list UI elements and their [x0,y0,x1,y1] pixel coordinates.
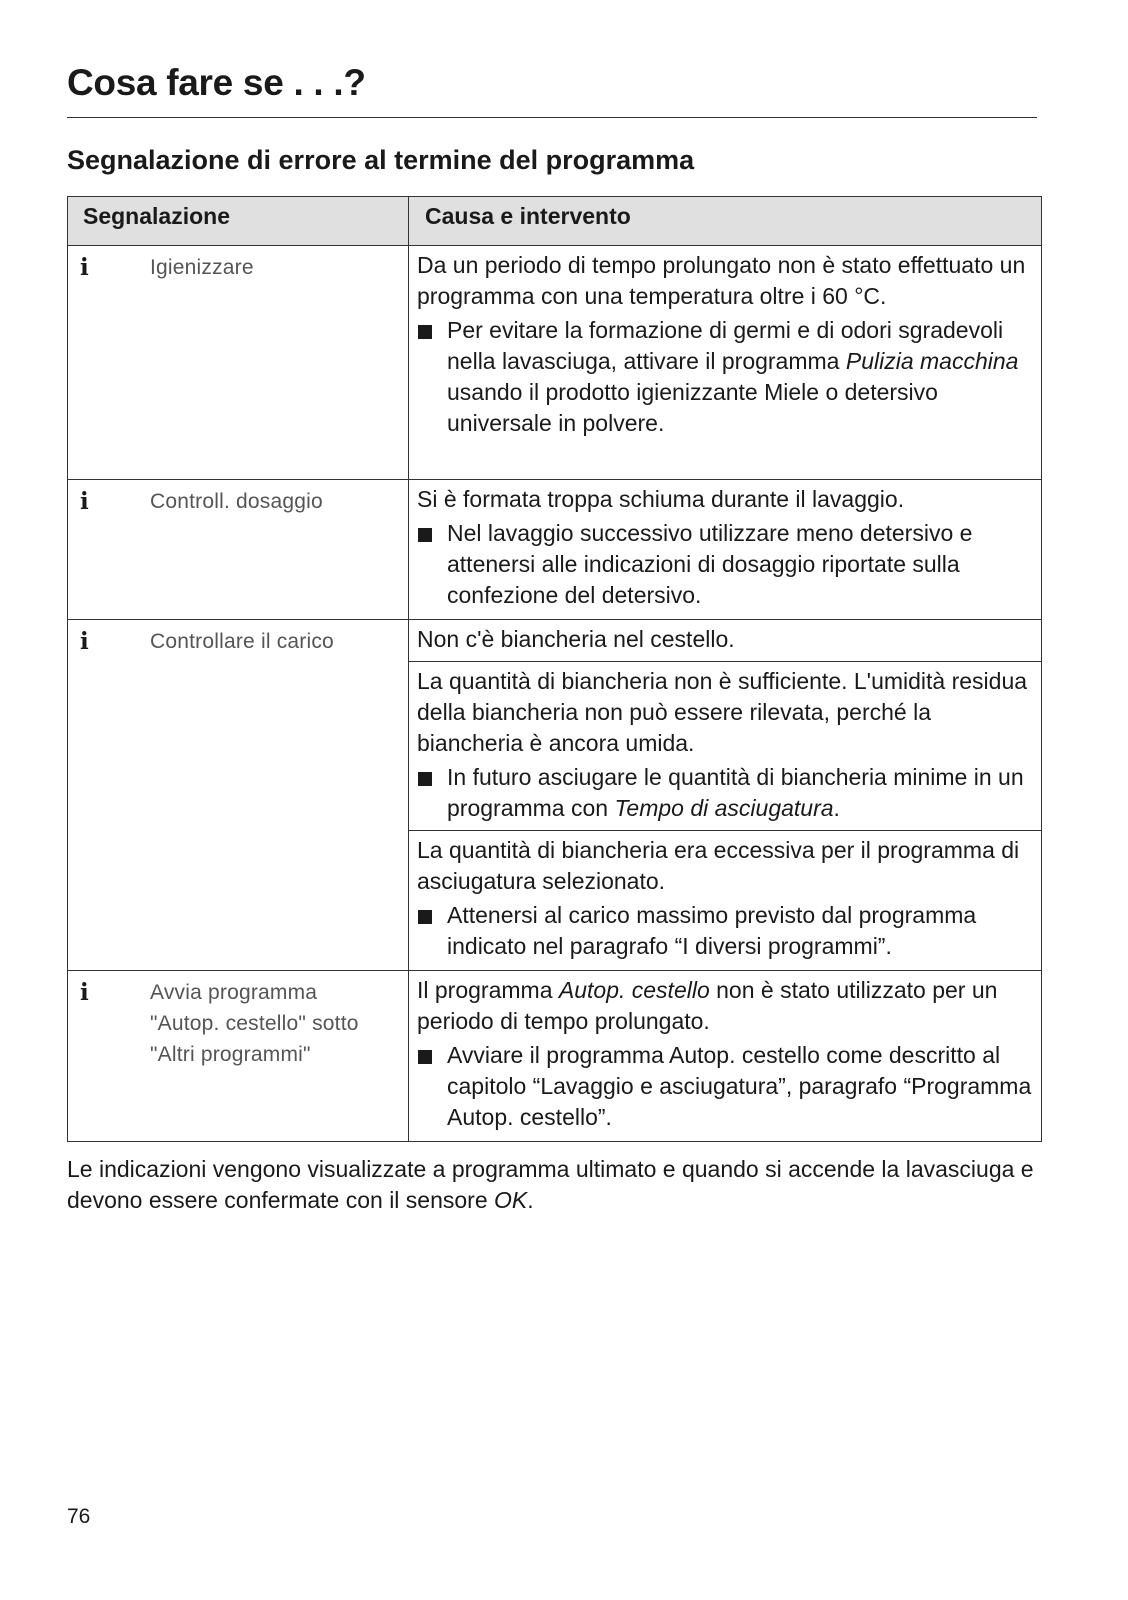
section-title: Segnalazione di errore al termine del programma [67,145,695,175]
info-icon: i [80,488,89,515]
title-divider [67,117,1037,118]
cause-cell [409,620,1042,662]
table-row [68,246,1042,480]
display-message: Controll. dosaggio [150,490,323,513]
footnote-text: Le indicazioni vengono visualizzate a programma ultimato e quando si accende la lavasciuga e devono essere confermate con il sensore [67,1156,1034,1213]
sensor-name: OK [494,1187,528,1213]
page-number: 76 [67,1505,91,1528]
cause-cell [409,971,1042,1142]
bullet-square-icon [417,315,447,439]
action-text: . [833,795,840,821]
column-header: Segnalazione [68,197,409,246]
table-row [68,620,1042,662]
bullet-square-icon [417,900,447,962]
action-item [417,1040,1033,1133]
cause-cell [409,831,1042,971]
program-name: Autop. cestello [558,977,710,1003]
action-item [417,900,1033,962]
signal-cell [68,480,409,620]
display-message: Avvia programma "Autop. cestello" sotto "Altri programmi" [150,981,359,1066]
action-item [417,762,1033,824]
action-item [417,315,1033,439]
table-header-row [68,197,1042,246]
signal-cell [68,246,409,480]
program-name: Pulizia macchina [845,348,1019,374]
action-text: Nel lavaggio successivo utilizzare meno detersivo e attenersi alle indicazioni di dosaggio riportate sulla confezione del detersivo. [447,520,973,608]
page-title: Cosa fare se . . .? [67,62,366,103]
program-name: Tempo di asciugatura [614,795,834,821]
action-text: usando il prodotto igienizzante Miele o detersivo universale in polvere. [447,379,938,436]
cause-text: La quantità di biancheria non è sufficiente. L'umidità residua della biancheria non può essere rilevata, perché la biancheria è ancora umida. [417,668,1028,756]
cause-text: Da un periodo di tempo prolungato non è stato effettuato un programma con una temperatura oltre i 60 °C. [417,252,1026,309]
cause-cell [409,246,1042,480]
cause-cell [409,480,1042,620]
bullet-square-icon [417,518,447,611]
signal-cell [68,971,409,1142]
action-text: Avviare il programma Autop. cestello come descritto al capitolo “Lavaggio e asciugatura”, paragrafo “Programma Autop. cestello”. [447,1042,1032,1130]
action-text: In futuro asciugare le quantità di biancheria minime in un programma con [447,764,1024,821]
error-table [67,196,1042,1142]
cause-text: La quantità di biancheria era eccessiva per il programma di asciugatura selezionato. [417,837,1020,894]
signal-cell [68,620,409,971]
bullet-square-icon [417,762,447,824]
action-text: Per evitare la formazione di germi e di odori sgradevoli nella lavasciuga, attivare il programma [447,317,1004,374]
cause-text [417,975,1033,1037]
cause-text-part: non è stato utilizzato per un periodo di tempo prolungato. [417,977,998,1034]
cause-text-part: Il programma [417,977,559,1003]
display-message: Controllare il carico [150,630,334,653]
table-row [68,480,1042,620]
action-text: Attenersi al carico massimo previsto dal programma indicato nel paragrafo “I diversi programmi”. [447,902,977,959]
info-icon: i [80,628,89,655]
info-icon: i [80,254,89,281]
cause-cell [409,662,1042,831]
column-header: Causa e intervento [409,197,1042,246]
table-row [68,971,1042,1142]
cause-text: Si è formata troppa schiuma durante il lavaggio. [417,486,905,512]
footnote-text: . [527,1187,534,1213]
cause-text: Non c'è biancheria nel cestello. [417,626,735,652]
info-icon: i [80,979,89,1006]
bullet-square-icon [417,1040,447,1133]
display-message: Igienizzare [150,256,254,279]
action-item [417,518,1033,611]
footnote [67,1154,1042,1216]
